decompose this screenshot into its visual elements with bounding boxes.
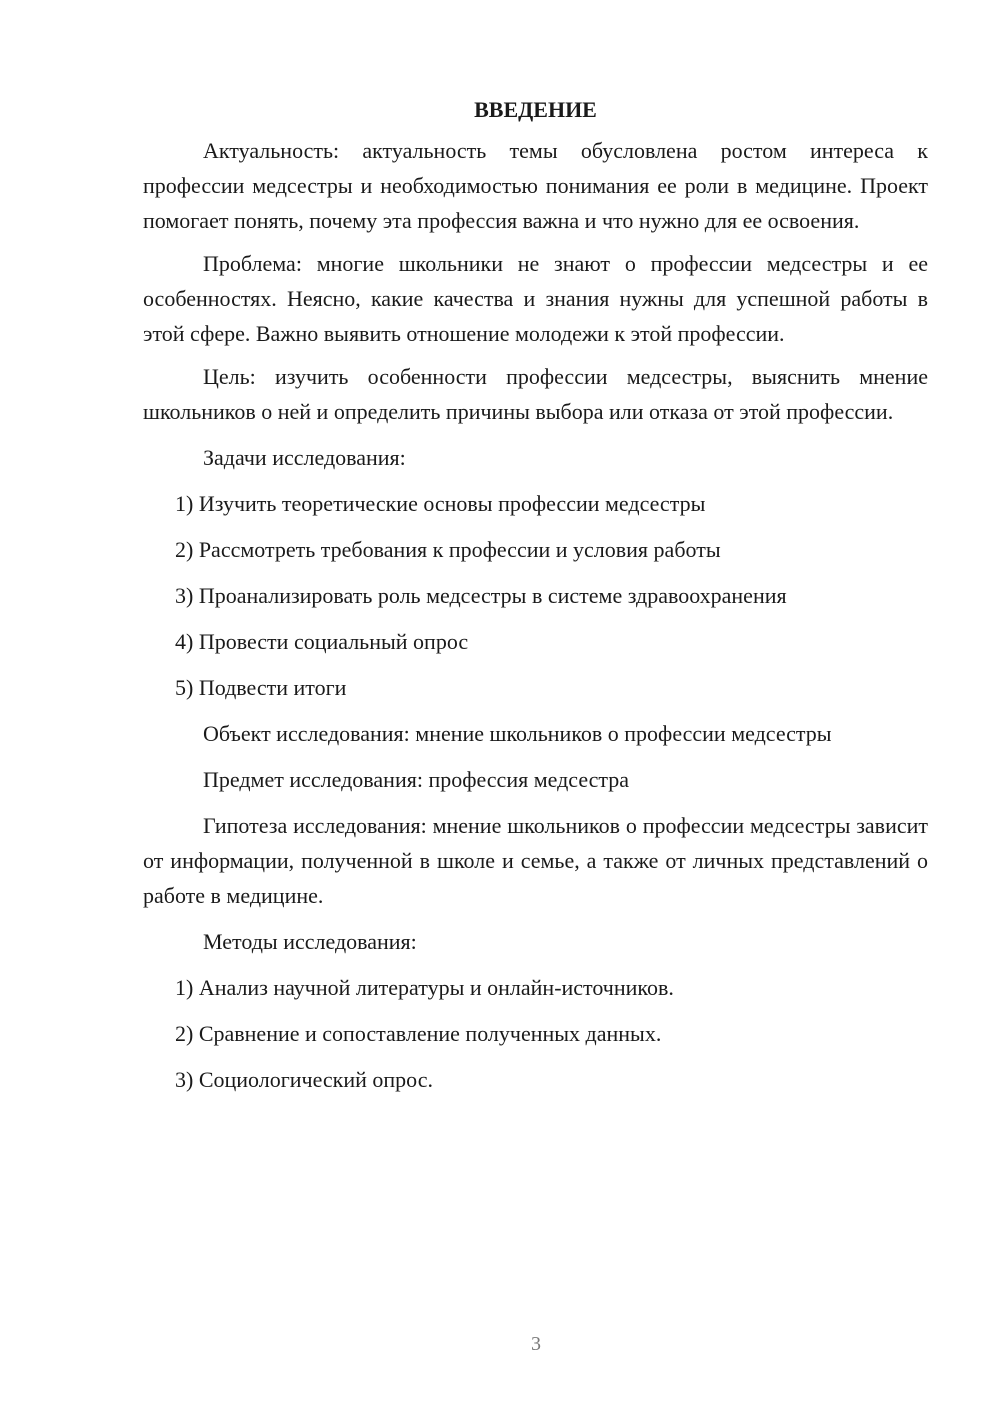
page-number: 3: [531, 1333, 541, 1355]
hypothesis-paragraph: Гипотеза исследования: мнение школьников о профессии медсестры зависит от информации, полученной в школе и семье, а также от личных представлений о работе в медицине.: [143, 813, 928, 908]
method-item: 1) Анализ научной литературы и онлайн-источников.: [175, 975, 674, 1000]
section-heading: ВВЕДЕНИЕ: [474, 97, 597, 122]
problem-paragraph: Проблема: многие школьники не знают о профессии медсестры и ее особенностях. Неясно, какие качества и знания нужны для успешной работы в этой сфере. Важно выявить отношение молодежи к этой профессии.: [143, 251, 928, 346]
method-item: 3) Социологический опрос.: [175, 1067, 433, 1092]
task-item: 2) Рассмотреть требования к профессии и условия работы: [175, 537, 721, 562]
tasks-heading: Задачи исследования:: [203, 445, 406, 470]
page-content: [143, 93, 928, 1097]
task-item: 4) Провести социальный опрос: [175, 629, 469, 654]
goal-paragraph: Цель: изучить особенности профессии медсестры, выяснить мнение школьников о ней и определить причины выбора или отказа от этой профессии.: [143, 364, 928, 424]
task-item: 5) Подвести итоги: [175, 675, 347, 700]
relevance-paragraph: Актуальность: актуальность темы обусловлена ростом интереса к профессии медсестры и необходимостью понимания ее роли в медицине. Проект помогает понять, почему эта профессия важна и что нужно для ее освоения.: [143, 138, 928, 233]
research-subject: Предмет исследования: профессия медсестра: [203, 767, 630, 792]
research-object: Объект исследования: мнение школьников о профессии медсестры: [203, 721, 832, 746]
task-item: 3) Проанализировать роль медсестры в системе здравоохранения: [175, 583, 787, 608]
task-item: 1) Изучить теоретические основы профессии медсестры: [175, 491, 706, 516]
method-item: 2) Сравнение и сопоставление полученных данных.: [175, 1021, 662, 1046]
methods-heading: Методы исследования:: [203, 929, 417, 954]
